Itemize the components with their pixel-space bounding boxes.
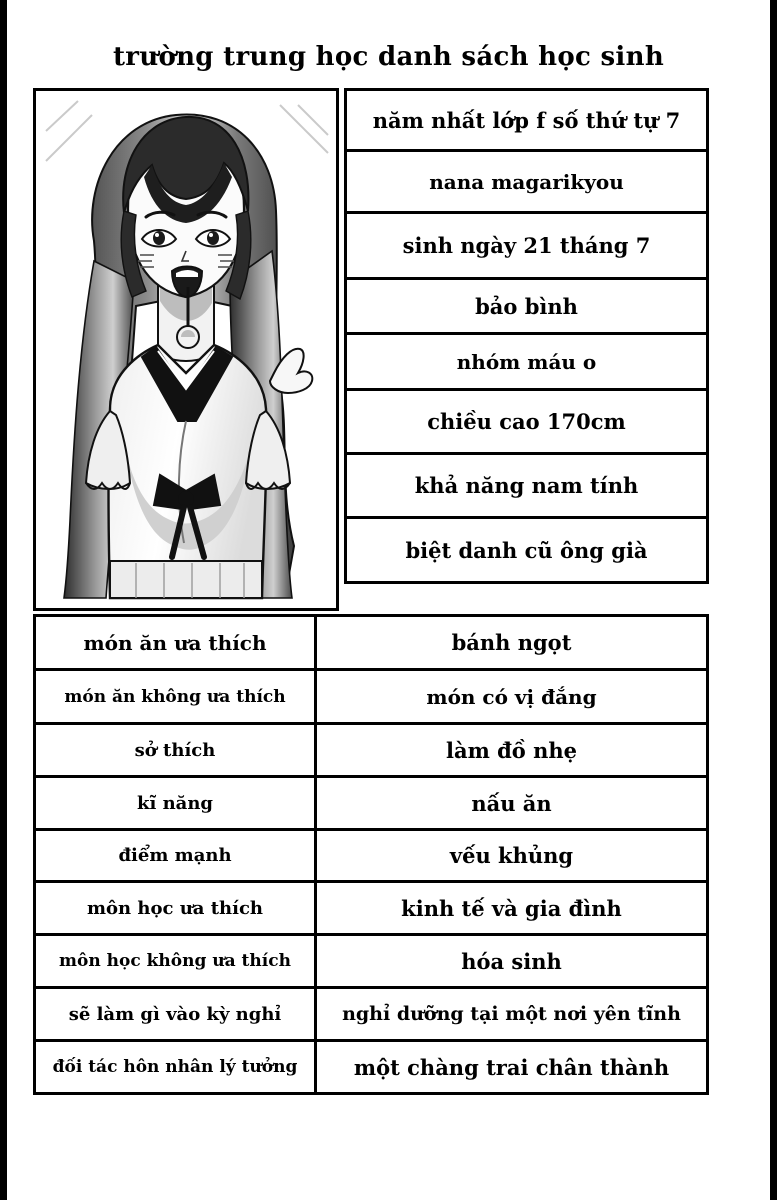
info-row: nana magarikyou — [347, 152, 706, 214]
detail-value: hóa sinh — [461, 948, 562, 974]
table-row — [36, 617, 706, 671]
table-row — [36, 1042, 706, 1095]
page-right-border — [770, 0, 777, 1200]
detail-label: món ăn không ưa thích — [36, 671, 317, 722]
table-row — [36, 671, 706, 725]
detail-value: kinh tế và gia đình — [401, 895, 622, 921]
detail-value: nấu ăn — [471, 790, 552, 816]
detail-label: môn học ưa thích — [36, 883, 317, 933]
detail-label: điểm mạnh — [36, 831, 317, 880]
detail-value: nghỉ dưỡng tại một nơi yên tĩnh — [342, 1003, 681, 1025]
table-row — [36, 883, 706, 936]
table-row — [36, 989, 706, 1042]
info-row: biệt danh cũ ông già — [347, 519, 706, 584]
detail-value: vếu khủng — [449, 843, 574, 868]
detail-value: bánh ngọt — [451, 630, 572, 655]
detail-value: một chàng trai chân thành — [353, 1054, 670, 1080]
info-row: năm nhất lớp f số thứ tự 7 — [347, 91, 706, 152]
detail-value: món có vị đắng — [426, 684, 597, 709]
page-title: trường trung học danh sách học sinh — [112, 42, 665, 72]
info-row: chiều cao 170cm — [347, 391, 706, 455]
detail-label: sẽ làm gì vào kỳ nghỉ — [36, 989, 317, 1039]
character-portrait — [33, 88, 339, 611]
detail-label: môn học không ưa thích — [36, 936, 317, 986]
info-row: nhóm máu o — [347, 335, 706, 391]
detail-label: kĩ năng — [36, 778, 317, 828]
profile-top-block — [33, 88, 709, 611]
detail-label: đối tác hôn nhân lý tưởng — [36, 1042, 317, 1092]
page-left-border — [0, 0, 7, 1200]
table-row — [36, 725, 706, 778]
detail-table — [33, 614, 709, 1095]
info-row: sinh ngày 21 tháng 7 — [347, 214, 706, 280]
detail-value: làm đồ nhẹ — [445, 737, 577, 763]
info-row: bảo bình — [347, 280, 706, 335]
table-row — [36, 778, 706, 831]
info-row: khả năng nam tính — [347, 455, 706, 519]
info-table — [344, 88, 709, 584]
detail-label: sở thích — [36, 725, 317, 775]
portrait-illustration — [36, 91, 336, 608]
detail-label: món ăn ưa thích — [36, 617, 317, 668]
table-row — [36, 831, 706, 883]
table-row — [36, 936, 706, 989]
